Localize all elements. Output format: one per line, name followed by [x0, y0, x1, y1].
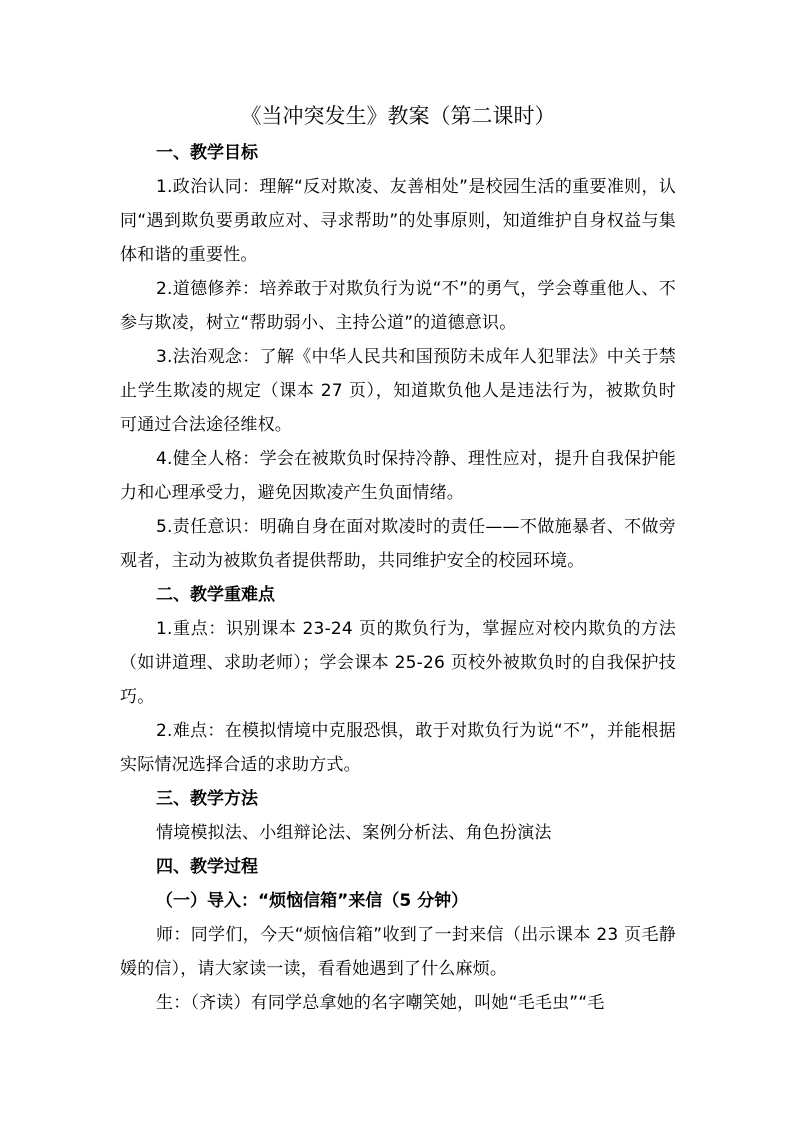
paragraph-difficulty: 2.难点：在模拟情境中克服恐惧，敢于对欺负行为说“不”，并能根据实际情况选择合适的求助方式。 [120, 721, 676, 775]
paragraph-objective-3: 3.法治观念：了解《中华人民共和国预防未成年人犯罪法》中关于禁止学生欺凌的规定（课本 27 页），知道欺负他人是违法行为，被欺负时可通过合法途径维权。 [120, 347, 676, 435]
paragraph-methods: 情境模拟法、小组辩论法、案例分析法、角色扮演法 [156, 823, 552, 843]
paragraph-student-line: 生：（齐读）有同学总拿她的名字嘲笑她，叫她“毛毛虫”“毛 [156, 993, 605, 1013]
paragraph-objective-4: 4.健全人格：学会在被欺负时保持冷静、理性应对，提升自我保护能力和心理承受力，避免因欺凌产生负面情绪。 [120, 449, 676, 503]
section-heading-methods: 三、教学方法 [156, 789, 258, 809]
subheading-introduction: （一）导入：“烦恼信箱”来信（5 分钟） [156, 891, 469, 911]
section-heading-key-points: 二、教学重难点 [156, 585, 275, 605]
section-heading-objectives: 一、教学目标 [156, 143, 258, 163]
paragraph-objective-5: 5.责任意识：明确自身在面对欺凌时的责任——不做施暴者、不做旁观者，主动为被欺负者提供帮助，共同维护安全的校园环境。 [120, 517, 676, 571]
document-page [120, 96, 676, 1020]
paragraph-teacher-line: 师：同学们，今天“烦恼信箱”收到了一封来信（出示课本 23 页毛静媛的信），请大家读一读，看看她遇到了什么麻烦。 [120, 925, 676, 979]
paragraph-objective-2: 2.道德修养：培养敢于对欺负行为说“不”的勇气，学会尊重他人、不参与欺凌，树立“帮助弱小、主持公道”的道德意识。 [120, 279, 676, 333]
paragraph-key-point: 1.重点：识别课本 23-24 页的欺负行为，掌握应对校内欺负的方法（如讲道理、求助老师）；学会课本 25-26 页校外被欺负时的自我保护技巧。 [120, 619, 676, 707]
document-title: 《当冲突发生》教案（第二课时） [240, 104, 556, 128]
paragraph-objective-1: 1.政治认同：理解“反对欺凌、友善相处”是校园生活的重要准则，认同“遇到欺负要勇敢应对、寻求帮助”的处事原则，知道维护自身权益与集体和谐的重要性。 [120, 177, 676, 265]
section-heading-process: 四、教学过程 [156, 857, 258, 877]
